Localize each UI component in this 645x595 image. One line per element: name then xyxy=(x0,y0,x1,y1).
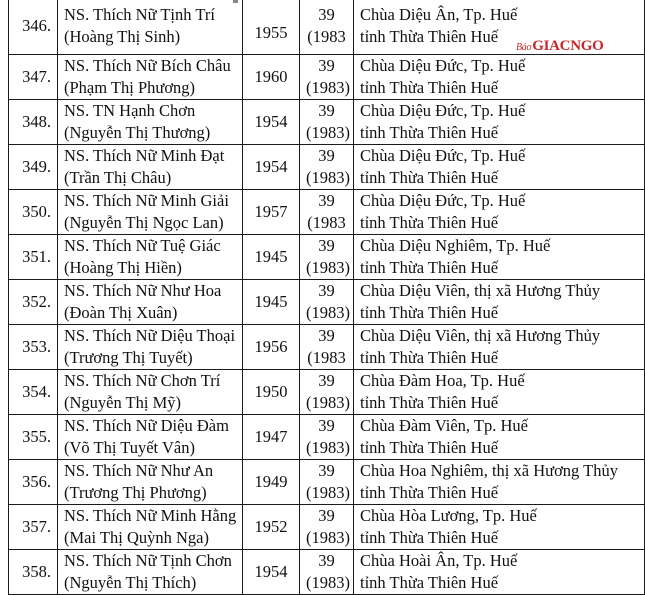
name-cell xyxy=(58,325,243,370)
age-value: 39 xyxy=(318,236,335,255)
ordination-year: (1983 xyxy=(307,348,346,367)
row-number: 358. xyxy=(9,550,58,595)
age-value: 39 xyxy=(318,416,335,435)
birth-year: 1955 xyxy=(243,0,300,55)
age-cell xyxy=(300,0,354,55)
name-cell xyxy=(58,550,243,595)
province-name: tỉnh Thừa Thiên Huế xyxy=(360,168,499,187)
secular-name: (Nguyễn Thị Thích) xyxy=(64,573,197,592)
dharma-name: NS. Thích Nữ Bích Châu xyxy=(64,56,231,75)
age-value: 39 xyxy=(318,4,335,24)
age-value: 39 xyxy=(318,146,335,165)
birth-year: 1947 xyxy=(243,415,300,460)
temple-name: Chùa Diệu Ân, Tp. Huế xyxy=(360,4,518,24)
dharma-name: NS. Thích Nữ Minh Hằng xyxy=(64,506,237,525)
row-number: 354. xyxy=(9,370,58,415)
secular-name: (Mai Thị Quỳnh Nga) xyxy=(64,528,209,547)
table-row xyxy=(9,370,645,415)
province-name: tỉnh Thừa Thiên Huế xyxy=(360,348,499,367)
name-cell xyxy=(58,190,243,235)
province-name: tỉnh Thừa Thiên Huế xyxy=(360,123,499,142)
temple-name: Chùa Đàm Hoa, Tp. Huế xyxy=(360,371,525,390)
age-value: 39 xyxy=(318,506,335,525)
name-cell xyxy=(58,415,243,460)
birth-year: 1952 xyxy=(243,505,300,550)
temple-name: Chùa Diệu Nghiêm, Tp. Huế xyxy=(360,236,551,255)
birth-year: 1954 xyxy=(243,550,300,595)
age-cell xyxy=(300,100,354,145)
age-cell xyxy=(300,550,354,595)
age-cell xyxy=(300,415,354,460)
birth-year: 1949 xyxy=(243,460,300,505)
ordination-year: (1983) xyxy=(306,258,350,277)
age-cell xyxy=(300,505,354,550)
secular-name: (Võ Thị Tuyết Vân) xyxy=(64,438,195,457)
ordination-year: (1983) xyxy=(306,303,350,322)
place-cell xyxy=(354,460,645,505)
secular-name: (Trương Thị Tuyết) xyxy=(64,348,193,367)
watermark-prefix: Báo xyxy=(516,42,532,53)
table-row xyxy=(9,505,645,550)
table-row xyxy=(9,100,645,145)
ordination-year: (1983) xyxy=(306,573,350,592)
secular-name: (Nguyễn Thị Ngọc Lan) xyxy=(64,213,224,232)
age-cell xyxy=(300,55,354,100)
age-cell xyxy=(300,370,354,415)
name-cell xyxy=(58,460,243,505)
birth-year: 1945 xyxy=(243,280,300,325)
row-number: 350. xyxy=(9,190,58,235)
secular-name: (Hoàng Thị Sinh) xyxy=(64,26,181,46)
age-value: 39 xyxy=(318,326,335,345)
watermark-brand: GIACNGO xyxy=(532,38,604,54)
age-value: 39 xyxy=(318,56,335,75)
province-name: tỉnh Thừa Thiên Huế xyxy=(360,258,499,277)
age-value: 39 xyxy=(318,461,335,480)
ordination-year: (1983 xyxy=(307,26,346,46)
province-name: tỉnh Thừa Thiên Huế xyxy=(360,483,499,502)
birth-year: 1957 xyxy=(243,190,300,235)
secular-name: (Hoàng Thị Hiền) xyxy=(64,258,182,277)
dharma-name: NS. Thích Nữ Minh Đạt xyxy=(64,146,225,165)
dharma-name: NS. Thích Nữ Tịnh Chơn xyxy=(64,551,232,570)
name-cell xyxy=(58,0,243,55)
ordination-year: (1983) xyxy=(306,78,350,97)
table-row xyxy=(9,235,645,280)
dharma-name: NS. TN Hạnh Chơn xyxy=(64,101,196,120)
table-row xyxy=(9,280,645,325)
row-number: 348. xyxy=(9,100,58,145)
age-cell xyxy=(300,460,354,505)
temple-name: Chùa Hoài Ân, Tp. Huế xyxy=(360,551,518,570)
table-row xyxy=(9,460,645,505)
name-cell xyxy=(58,55,243,100)
row-number: 351. xyxy=(9,235,58,280)
ordination-year: (1983) xyxy=(306,168,350,187)
age-value: 39 xyxy=(318,101,335,120)
place-cell xyxy=(354,325,645,370)
row-number: 347. xyxy=(9,55,58,100)
row-number: 353. xyxy=(9,325,58,370)
secular-name: (Nguyễn Thị Thương) xyxy=(64,123,211,142)
dharma-name: NS. Thích Nữ Diệu Thoại xyxy=(64,326,236,345)
name-cell xyxy=(58,235,243,280)
temple-name: Chùa Diệu Đức, Tp. Huế xyxy=(360,56,526,75)
temple-name: Chùa Diệu Viên, thị xã Hương Thủy xyxy=(360,281,601,300)
place-cell xyxy=(354,505,645,550)
province-name: tỉnh Thừa Thiên Huế xyxy=(360,528,499,547)
birth-year: 1950 xyxy=(243,370,300,415)
age-value: 39 xyxy=(318,551,335,570)
age-cell xyxy=(300,145,354,190)
monk-list-table xyxy=(8,0,645,595)
age-value: 39 xyxy=(318,371,335,390)
newspaper-watermark-logo xyxy=(516,38,603,55)
dharma-name: NS. Thích Nữ Diệu Đàm xyxy=(64,416,229,435)
ordination-year: (1983) xyxy=(306,393,350,412)
row-number: 349. xyxy=(9,145,58,190)
dharma-name: NS. Thích Nữ Tịnh Trí xyxy=(64,4,215,24)
secular-name: (Đoàn Thị Xuân) xyxy=(64,303,178,322)
birth-year: 1954 xyxy=(243,100,300,145)
province-name: tỉnh Thừa Thiên Huế xyxy=(360,438,499,457)
place-cell xyxy=(354,55,645,100)
place-cell xyxy=(354,100,645,145)
table-row xyxy=(9,55,645,100)
age-cell xyxy=(300,280,354,325)
temple-name: Chùa Diệu Viên, thị xã Hương Thủy xyxy=(360,326,601,345)
ordination-year: (1983) xyxy=(306,123,350,142)
ordination-year: (1983) xyxy=(306,438,350,457)
province-name: tỉnh Thừa Thiên Huế xyxy=(360,393,499,412)
row-number: 355. xyxy=(9,415,58,460)
birth-year: 1945 xyxy=(243,235,300,280)
dharma-name: NS. Thích Nữ Tuệ Giác xyxy=(64,236,221,255)
temple-name: Chùa Đàm Viên, Tp. Huế xyxy=(360,416,528,435)
place-cell xyxy=(354,145,645,190)
dharma-name: NS. Thích Nữ Như Hoa xyxy=(64,281,222,300)
temple-name: Chùa Hoa Nghiêm, thị xã Hương Thủy xyxy=(360,461,618,480)
place-cell xyxy=(354,235,645,280)
secular-name: (Trần Thị Châu) xyxy=(64,168,172,187)
name-cell xyxy=(58,100,243,145)
age-value: 39 xyxy=(318,191,335,210)
dharma-name: NS. Thích Nữ Minh Giải xyxy=(64,191,229,210)
place-cell xyxy=(354,190,645,235)
province-name: tỉnh Thừa Thiên Huế xyxy=(360,573,499,592)
ordination-year: (1983 xyxy=(307,213,346,232)
province-name: tỉnh Thừa Thiên Huế xyxy=(360,78,499,97)
place-cell xyxy=(354,415,645,460)
age-cell xyxy=(300,325,354,370)
table-row xyxy=(9,415,645,460)
secular-name: (Trương Thị Phương) xyxy=(64,483,207,502)
name-cell xyxy=(58,145,243,190)
age-value: 39 xyxy=(318,281,335,300)
row-number: 357. xyxy=(9,505,58,550)
dharma-name: NS. Thích Nữ Như An xyxy=(64,461,214,480)
name-cell xyxy=(58,370,243,415)
name-cell xyxy=(58,280,243,325)
dharma-name: NS. Thích Nữ Chơn Trí xyxy=(64,371,221,390)
table-row xyxy=(9,550,645,595)
province-name: tỉnh Thừa Thiên Huế xyxy=(360,213,499,232)
temple-name: Chùa Diệu Đức, Tp. Huế xyxy=(360,101,526,120)
table-body xyxy=(9,0,645,595)
row-number: 346. xyxy=(9,0,58,55)
name-cell xyxy=(58,505,243,550)
province-name: tỉnh Thừa Thiên Huế xyxy=(360,303,499,322)
secular-name: (Nguyễn Thị Mỹ) xyxy=(64,393,182,412)
table-row xyxy=(9,325,645,370)
age-cell xyxy=(300,190,354,235)
place-cell xyxy=(354,280,645,325)
place-cell xyxy=(354,550,645,595)
birth-year: 1956 xyxy=(243,325,300,370)
ordination-year: (1983) xyxy=(306,483,350,502)
birth-year: 1960 xyxy=(243,55,300,100)
temple-name: Chùa Hòa Lương, Tp. Huế xyxy=(360,506,537,525)
temple-name: Chùa Diệu Đức, Tp. Huế xyxy=(360,146,526,165)
ordination-year: (1983) xyxy=(306,528,350,547)
province-name: tỉnh Thừa Thiên Huế xyxy=(360,26,499,46)
row-number: 356. xyxy=(9,460,58,505)
place-cell xyxy=(354,370,645,415)
age-cell xyxy=(300,235,354,280)
birth-year: 1954 xyxy=(243,145,300,190)
temple-name: Chùa Diệu Đức, Tp. Huế xyxy=(360,191,526,210)
table-row xyxy=(9,145,645,190)
table-row xyxy=(9,190,645,235)
secular-name: (Phạm Thị Phương) xyxy=(64,78,196,97)
row-number: 352. xyxy=(9,280,58,325)
